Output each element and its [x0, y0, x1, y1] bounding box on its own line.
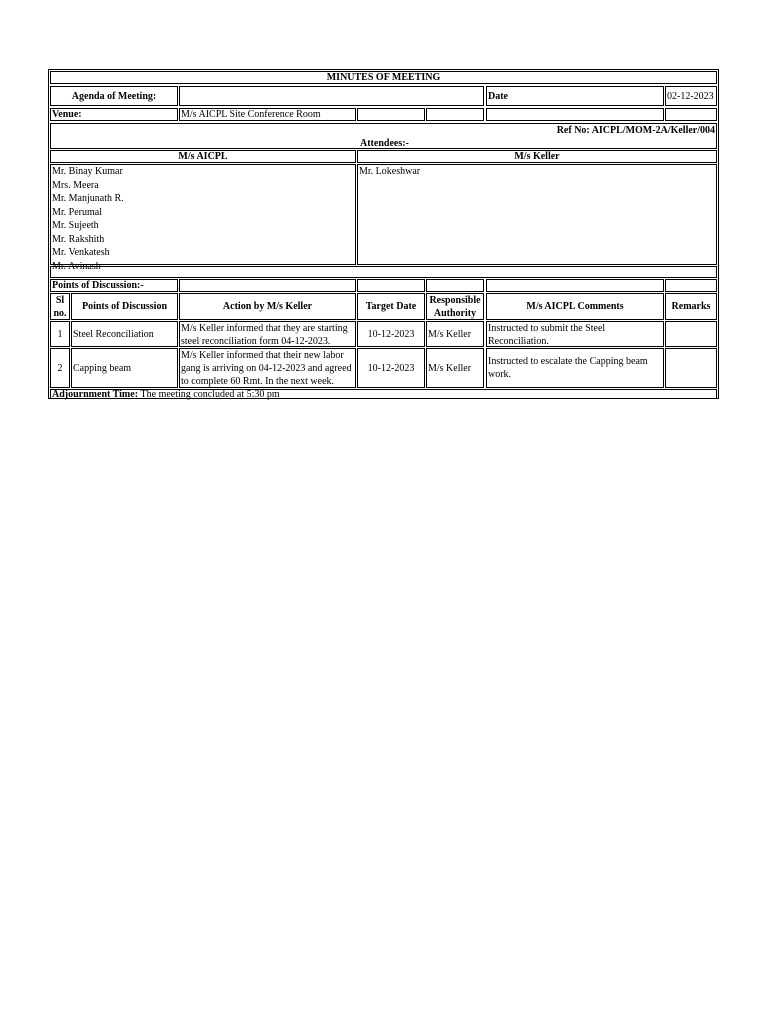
row-1-point: Steel Reconciliation — [71, 321, 178, 347]
venue-blank-cell — [426, 108, 484, 121]
attendee-name: Mr. Venkatesh — [52, 247, 110, 258]
row-2-action: M/s Keller informed that their new labor gang is arriving on 04-12-2023 and agreed to complete 60 Rmt. In the next week. — [179, 348, 356, 388]
column-header-remarks: Remarks — [665, 293, 717, 320]
date-value: 02-12-2023 — [665, 86, 717, 106]
attendee-name: Mr. Rakshith — [52, 233, 105, 245]
column-header-target-date: Target Date — [357, 293, 425, 320]
row-1-action: M/s Keller informed that they are starting steel reconciliation form 04-12-2023. — [179, 321, 356, 347]
column-header-sl-no: Sl no. — [50, 293, 70, 320]
date-label: Date — [486, 86, 664, 106]
agenda-label: Agenda of Meeting: — [50, 86, 178, 106]
adjournment-label: Adjournment Time: — [52, 388, 139, 400]
venue-blank-cell — [665, 108, 717, 121]
attendee-name: Mr. Manjunath R. — [52, 193, 124, 204]
row-2-responsible: M/s Keller — [426, 348, 484, 388]
adjournment-value: The meeting concluded at 5:30 pm — [140, 388, 280, 400]
row-1-responsible: M/s Keller — [426, 321, 484, 347]
attendee-name: Mr. Binay Kumar — [52, 166, 123, 177]
venue-label: Venue: — [50, 108, 178, 121]
attendees-heading: Attendees:- — [360, 138, 409, 149]
row-1-sl: 1 — [50, 321, 70, 347]
reference-number: Ref No: AICPL/MOM-2A/Keller/004 — [556, 125, 715, 136]
venue-blank-cell — [357, 108, 425, 121]
adjournment-row — [50, 389, 717, 398]
column-header-responsible: Responsible Authority — [426, 293, 484, 320]
attendee-name: Mrs. Meera — [52, 179, 99, 191]
venue-blank-cell — [486, 108, 664, 121]
party-aicpl-header: M/s AICPL — [50, 150, 356, 163]
blank-cell — [426, 279, 484, 292]
column-header-points: Points of Discussion — [71, 293, 178, 320]
row-1-comments: Instructed to submit the Steel Reconciliation. — [486, 321, 664, 347]
attendee-name: Mr. Sujeeth — [52, 220, 99, 231]
blank-cell — [357, 279, 425, 292]
row-1-remarks — [665, 321, 717, 347]
minutes-of-meeting-sheet — [48, 69, 719, 399]
keller-attendee-list — [357, 164, 717, 265]
ref-attendees-block — [50, 123, 717, 149]
party-keller-header: M/s Keller — [357, 150, 717, 163]
points-of-discussion-label: Points of Discussion:- — [50, 279, 178, 292]
column-header-action: Action by M/s Keller — [179, 293, 356, 320]
attendee-name: Mr. Perumal — [52, 206, 102, 218]
row-2-sl: 2 — [50, 348, 70, 388]
column-header-comments: M/s AICPL Comments — [486, 293, 664, 320]
venue-value: M/s AICPL Site Conference Room — [179, 108, 356, 121]
row-2-comments: Instructed to escalate the Capping beam work. — [486, 348, 664, 388]
row-2-remarks — [665, 348, 717, 388]
blank-cell — [665, 279, 717, 292]
agenda-value — [179, 86, 484, 106]
row-2-point: Capping beam — [71, 348, 178, 388]
aicpl-attendee-list — [50, 164, 356, 272]
attendee-name: Mr. Avinash — [52, 260, 101, 272]
blank-row — [50, 266, 717, 278]
blank-cell — [179, 279, 356, 292]
row-1-target-date: 10-12-2023 — [357, 321, 425, 347]
attendee-name: Mr. Lokeshwar — [359, 166, 421, 177]
document-title: MINUTES OF MEETING — [50, 71, 717, 84]
blank-cell — [486, 279, 664, 292]
row-2-target-date: 10-12-2023 — [357, 348, 425, 388]
